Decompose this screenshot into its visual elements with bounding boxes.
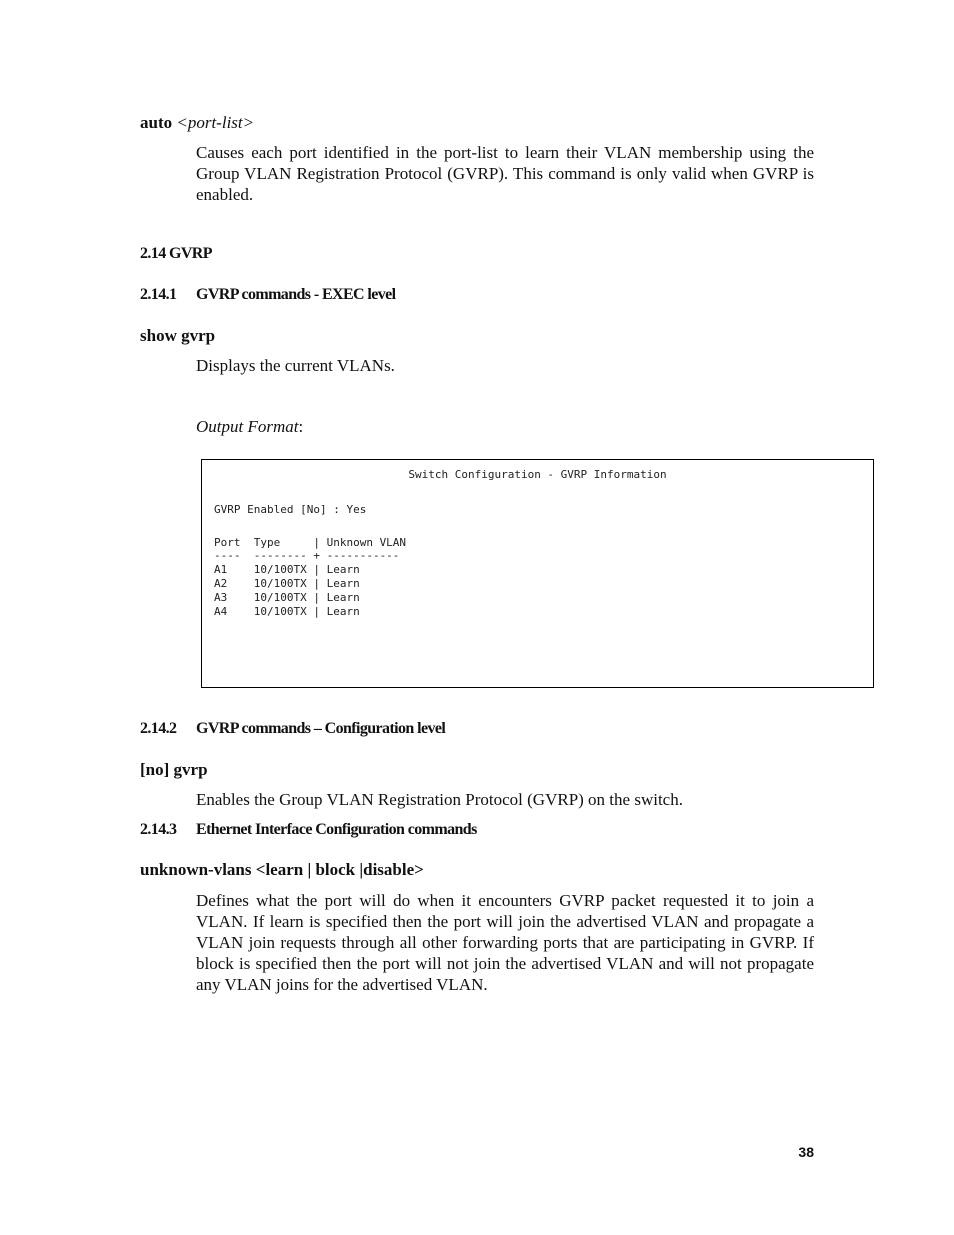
console-separator-line: ---- -------- + -----------	[214, 549, 400, 562]
page-number: 38	[798, 1144, 814, 1160]
console-output-box	[201, 459, 874, 688]
output-format-label	[196, 416, 303, 437]
auto-argument: <port-list>	[176, 113, 255, 132]
output-format-text: Output Format	[196, 417, 299, 436]
console-row: A4 10/100TX | Learn	[214, 605, 360, 618]
section-2-14-3-number: 2.14.3	[140, 821, 177, 838]
section-2-14-2-title: GVRP commands – Configuration level	[196, 720, 446, 737]
section-2-14-2-number: 2.14.2	[140, 720, 177, 737]
console-title: Switch Configuration - GVRP Information	[408, 468, 667, 481]
auto-command-heading	[140, 112, 254, 133]
unknown-vlans-command: unknown-vlans <learn | block |disable>	[140, 860, 424, 879]
console-row: A2 10/100TX | Learn	[214, 577, 360, 590]
console-enabled-line: GVRP Enabled [No] : Yes	[214, 503, 367, 516]
section-2-14-3-title: Ethernet Interface Configuration commands	[196, 821, 477, 838]
section-2-14-1-number: 2.14.1	[140, 286, 177, 303]
unknown-vlans-description: Defines what the port will do when it encounters GVRP packet requested it to join a VLAN. If learn is specified then the port will join the advertised VLAN and propagate a VLAN join requests through all other forwarding ports that are participating in GVRP. If block is specified then the port will not join the advertised VLAN and will not propagate any VLAN joins for the advertised VLAN.	[196, 891, 814, 994]
output-format-colon: :	[298, 417, 304, 436]
console-row: A3 10/100TX | Learn	[214, 591, 360, 604]
no-gvrp-command: [no] gvrp	[140, 760, 208, 779]
auto-description: Causes each port identified in the port-list to learn their VLAN membership using the Group VLAN Registration Protocol (GVRP). This command is only valid when GVRP is enabled.	[196, 143, 814, 204]
section-2-14-1-title: GVRP commands - EXEC level	[196, 286, 396, 303]
section-2-14-title: 2.14 GVRP	[140, 245, 212, 262]
show-gvrp-description: Displays the current VLANs.	[196, 356, 395, 375]
show-gvrp-command: show gvrp	[140, 326, 216, 345]
console-row: A1 10/100TX | Learn	[214, 563, 360, 576]
auto-keyword: auto	[140, 113, 173, 132]
no-gvrp-description: Enables the Group VLAN Registration Protocol (GVRP) on the switch.	[196, 790, 683, 809]
console-header-line: Port Type | Unknown VLAN	[214, 536, 407, 549]
